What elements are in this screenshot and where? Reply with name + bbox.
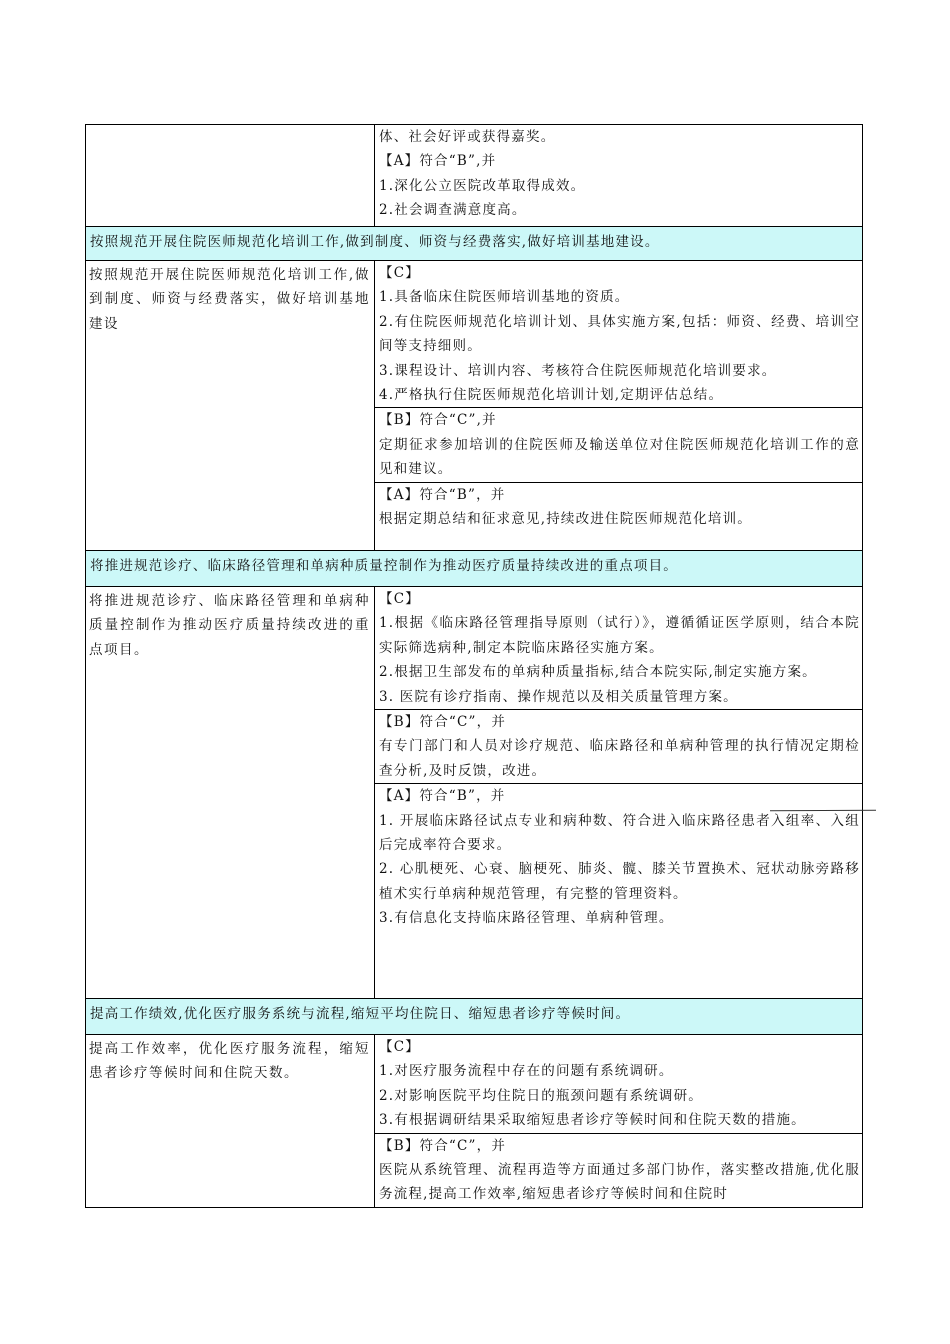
- criteria-line: 1.具备临床住院医师培训基地的资质。: [379, 289, 630, 306]
- grade-block: [375, 1035, 862, 1133]
- section-header-cell: [86, 227, 863, 261]
- grade-label: 【C】: [379, 265, 420, 281]
- item-description-cell: [86, 261, 375, 551]
- criteria-line: 3.有根据调研结果采取缩短患者诊疗等候时间和住院天数的措施。: [379, 1112, 806, 1129]
- grade-block: [375, 783, 862, 930]
- criteria-line: 体、社会好评或获得嘉奖。: [379, 129, 556, 145]
- assessment-table: [85, 124, 863, 1208]
- criteria-row: [86, 587, 863, 999]
- item-description-cell: [86, 587, 375, 999]
- grade-block: [375, 709, 862, 783]
- criteria-row: [86, 261, 863, 551]
- item-description-text: [86, 125, 374, 127]
- item-description-text: 按照规范开展住院医师规范化培训工作,做到制度、师资与经费落实，做好培训基地建设: [89, 267, 370, 332]
- criteria-line: 1.对医疗服务流程中存在的问题有系统调研。: [379, 1063, 674, 1080]
- criteria-line: 4.严格执行住院医师规范化培训计划,定期评估总结。: [379, 387, 724, 404]
- criteria-line: 3.课程设计、培训内容、考核符合住院医师规范化培训要求。: [379, 362, 777, 379]
- grade-block: [375, 125, 862, 223]
- grade-label: 【B】符合“C”,并: [379, 412, 497, 429]
- criteria-cell: [375, 1035, 863, 1208]
- grade-block: [375, 1133, 862, 1207]
- section-header-cell: [86, 999, 863, 1035]
- section-header-row: [86, 227, 863, 261]
- criteria-cell: [375, 587, 863, 999]
- grade-block: [375, 261, 862, 407]
- grade-label: 【A】符合“B”，并: [379, 486, 506, 503]
- criteria-line: 2. 心肌梗死、心衰、脑梗死、肺炎、髋、膝关节置换术、冠状动脉旁路移植术实行单病种规范管理，有完整的管理资料。: [379, 861, 860, 902]
- section-header-text: 将推进规范诊疗、临床路径管理和单病种质量控制作为推动医疗质量持续改进的重点项目。: [90, 558, 678, 574]
- section-header-text: 提高工作绩效,优化医疗服务系统与流程,缩短平均住院日、缩短患者诊疗等候时间。: [90, 1006, 631, 1022]
- item-description-cell: [86, 125, 375, 227]
- grade-label: 【B】符合“C”，并: [379, 1137, 507, 1154]
- grade-label: 【C】: [379, 1039, 420, 1055]
- criteria-row: [86, 1035, 863, 1208]
- section-header-text: 按照规范开展住院医师规范化培训工作,做到制度、师资与经费落实,做好培训基地建设。: [90, 234, 660, 250]
- grade-label: 【C】: [379, 591, 420, 607]
- criteria-line: 2.有住院医师规范化培训计划、具体实施方案,包括：师资、经费、培训空间等支持细则。: [379, 313, 860, 355]
- criteria-line: 3.有信息化支持临床路径管理、单病种管理。: [379, 910, 674, 927]
- grade-block: [375, 407, 862, 481]
- item-description-text: 提高工作效率，优化医疗服务流程，缩短患者诊疗等候时间和住院天数。: [89, 1041, 370, 1082]
- criteria-line: 3. 医院有诊疗指南、操作规范以及相关质量管理方案。: [379, 688, 738, 705]
- criteria-line: 医院从系统管理、流程再造等方面通过多部门协作，落实整改措施,优化服务流程,提高工作效率,缩短患者诊疗等候时间和住院时: [379, 1162, 860, 1203]
- item-description-cell: [86, 1035, 375, 1208]
- criteria-line: 1.根据《临床路径管理指导原则（试行）》，遵循循证医学原则，结合本院实际筛选病种,制定本院临床路径实施方案。: [379, 615, 860, 656]
- criteria-line: 定期征求参加培训的住院医师及输送单位对住院医师规范化培训工作的意见和建议。: [379, 436, 860, 478]
- criteria-line: 2.社会调查满意度高。: [379, 202, 527, 219]
- criteria-line: 【A】符合“B”,并: [379, 153, 497, 170]
- section-header-row: [86, 551, 863, 587]
- grade-block: [375, 587, 862, 709]
- document-page: [85, 124, 862, 1208]
- criteria-line: 2.对影响医院平均住院日的瓶颈问题有系统调研。: [379, 1087, 703, 1104]
- criteria-cell: [375, 261, 863, 551]
- criteria-line: 2.根据卫生部发布的单病种质量指标,结合本院实际,制定实施方案。: [379, 664, 817, 681]
- grade-block: [375, 482, 862, 532]
- criteria-row: [86, 125, 863, 227]
- item-description-text: 将推进规范诊疗、临床路径管理和单病种质量控制作为推动医疗质量持续改进的重点项目。: [89, 593, 370, 658]
- criteria-line: 有专门部门和人员对诊疗规范、临床路径和单病种管理的执行情况定期检查分析,及时反馈，改进。: [379, 738, 860, 779]
- criteria-line: 根据定期总结和征求意见,持续改进住院医师规范化培训。: [379, 511, 752, 528]
- criteria-line: 1.深化公立医院改革取得成效。: [379, 177, 586, 194]
- grade-label: 【A】符合“B”，并: [379, 788, 506, 805]
- section-header-cell: [86, 551, 863, 587]
- section-header-row: [86, 999, 863, 1035]
- criteria-cell: [375, 125, 863, 227]
- grade-label: 【B】符合“C”，并: [379, 714, 507, 731]
- criteria-line: 1. 开展临床路径试点专业和病种数、符合进入临床路径患者入组率、入组后完成率符合要求。: [379, 812, 860, 854]
